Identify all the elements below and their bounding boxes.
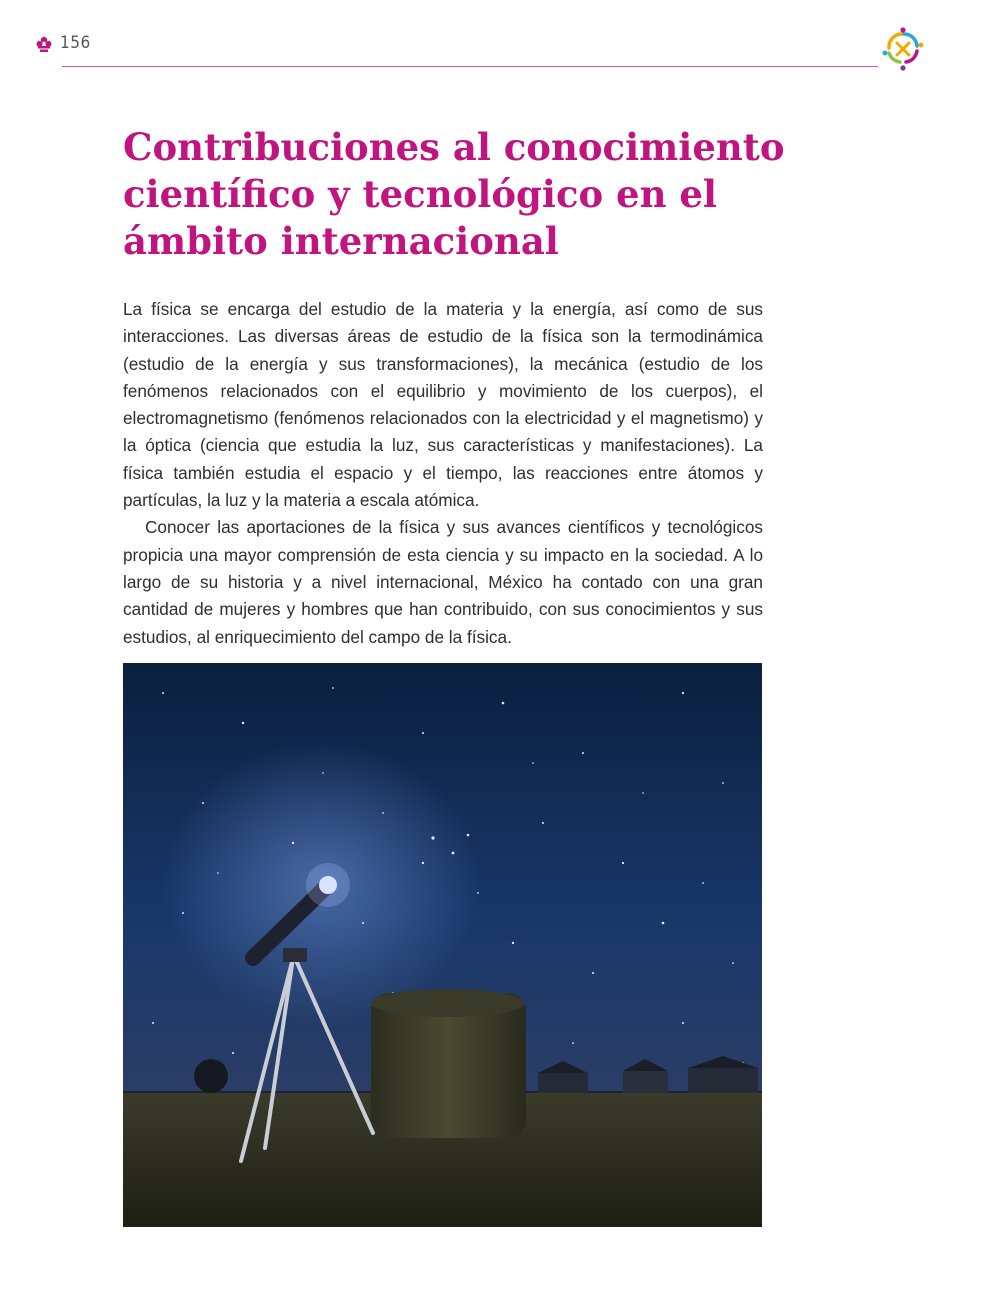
- dotted-circle-logo-icon: [880, 26, 926, 72]
- paragraph-contributions: Conocer las aportaciones de la física y sus avances científicos y tecnológicos propicia una mayor comprensión de esta ciencia y su impacto en la sociedad. A lo largo de su historia y a nivel internacional, México ha contado con una gran cantidad de mujeres y hombres que han contribuido, con sus conocimientos y sus estudios, al enriquecimiento del campo de la física.: [123, 517, 763, 647]
- flower-ornament-icon: [34, 34, 54, 54]
- paragraph-intro: La física se encarga del estudio de la materia y la energía, así como de sus interacciones. Las diversas áreas de estudio de la física son la termodinámica (estudio de la energía y sus transformaciones), la mecánica (estudio de los fenómenos relacionados con el equilibrio y movimiento de los cuerpos), el electromagnetismo (fenómenos relacionados con la electricidad y el magnetismo) y la óptica (ciencia que estudia la luz, sus características y manifestaciones). La física también estudia el espacio y el tiempo, las reacciones entre átomos y partículas, la luz y la materia a escala atómica.: [123, 299, 763, 511]
- header-divider: [62, 66, 878, 67]
- telescope-night-sky-photo: [123, 663, 762, 1227]
- body-text: [123, 296, 763, 651]
- page-title: Contribuciones al conocimiento científico y tecnológico en el ámbito internacional: [123, 125, 785, 263]
- page-number: 156: [60, 33, 91, 53]
